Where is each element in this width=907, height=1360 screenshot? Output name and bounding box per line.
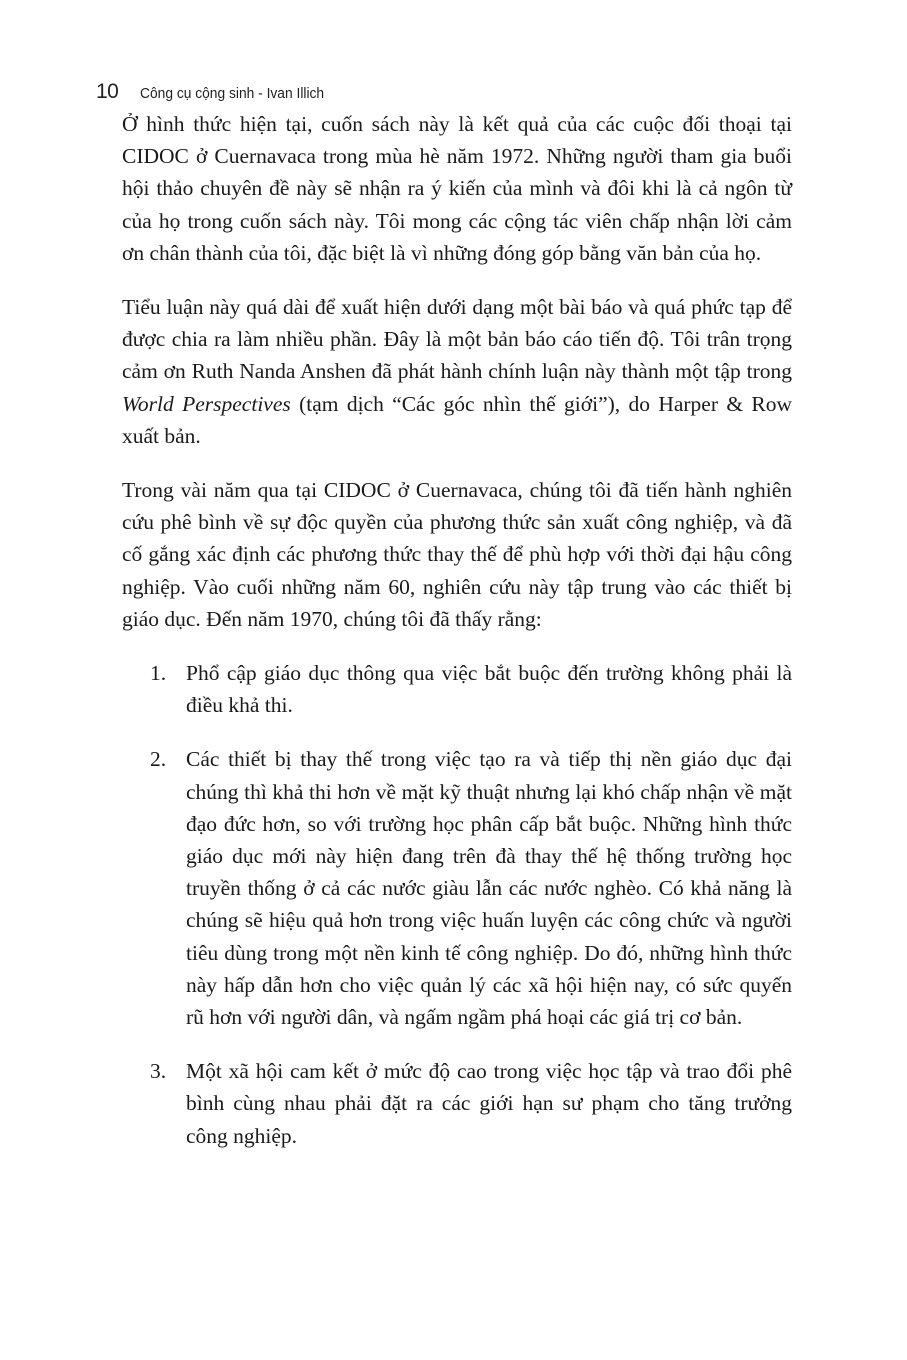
list-item-1 xyxy=(122,657,792,721)
list-item-2-text: Các thiết bị thay thế trong việc tạo ra và tiếp thị nền giáo dục đại chúng thì khả thi hơn về mặt kỹ thuật nhưng lại khó chấp nhận về mặt đạo đức hơn, so với trường học phân cấp bắt buộc. Những hình thức giáo dục mới này hiện đang trên đà thay thế hệ thống trường học truyền thống ở cả các nước giàu lẫn các nước nghèo. Có khả năng là chúng sẽ hiệu quả hơn trong việc huấn luyện các công chức và người tiêu dùng trong một nền kinh tế công nghiệp. Do đó, những hình thức này hấp dẫn hơn cho việc quản lý các xã hội hiện nay, có sức quyến rũ hơn với người dân, và ngấm ngầm phá hoại các giá trị cơ bản. xyxy=(186,747,792,1030)
numbered-list xyxy=(122,657,792,1152)
paragraph-1 xyxy=(122,108,792,269)
list-item-1-number: 1. xyxy=(150,661,167,686)
list-item-2 xyxy=(122,743,792,1033)
paragraph-2-text-after: (tạm dịch “Các góc nhìn thế giới”), do Harper & Row xuất bản. xyxy=(122,391,792,448)
list-item-3 xyxy=(122,1055,792,1152)
running-header-title: Công cụ cộng sinh - Ivan Illich xyxy=(140,85,325,102)
body-text xyxy=(122,108,792,1174)
paragraph-2 xyxy=(122,291,792,452)
paragraph-2-text-before: Tiểu luận này quá dài để xuất hiện dưới dạng một bài báo và quá phức tạp để được chia ra làm nhiều phần. Đây là một bản báo cáo tiến độ. Tôi trân trọng cảm ơn Ruth Nanda Anshen đã phát hành chính luận này thành một tập trong xyxy=(122,295,792,384)
list-item-2-number: 2. xyxy=(150,747,167,772)
list-item-3-number: 3. xyxy=(150,1059,167,1084)
paragraph-1-text: Ở hình thức hiện tại, cuốn sách này là kết quả của các cuộc đối thoại tại CIDOC ở Cuernavaca trong mùa hè năm 1972. Những người tham gia buổi hội thảo chuyên đề này sẽ nhận ra ý kiến của mình và đôi khi là cả ngôn từ của họ trong cuốn sách này. Tôi mong các cộng tác viên chấp nhận lời cảm ơn chân thành của tôi, đặc biệt là vì những đóng góp bằng văn bản của họ. xyxy=(122,112,792,265)
list-item-3-text: Một xã hội cam kết ở mức độ cao trong việc học tập và trao đổi phê bình cùng nhau phải đặt ra các giới hạn sư phạm cho tăng trưởng công nghiệp. xyxy=(186,1059,792,1148)
paragraph-3-text: Trong vài năm qua tại CIDOC ở Cuernavaca, chúng tôi đã tiến hành nghiên cứu phê bình về sự độc quyền của phương thức sản xuất công nghiệp, và đã cố gắng xác định các phương thức thay thế để phù hợp với thời đại hậu công nghiệp. Vào cuối những năm 60, nghiên cứu này tập trung vào các thiết bị giáo dục. Đến năm 1970, chúng tôi đã thấy rằng: xyxy=(122,478,792,631)
paragraph-2-italic-title: World Perspectives xyxy=(122,391,291,416)
list-item-1-text: Phổ cập giáo dục thông qua việc bắt buộc đến trường không phải là điều khả thi. xyxy=(186,661,792,718)
page-number: 10 xyxy=(96,80,119,103)
running-header xyxy=(96,80,340,106)
paragraph-3 xyxy=(122,474,792,635)
